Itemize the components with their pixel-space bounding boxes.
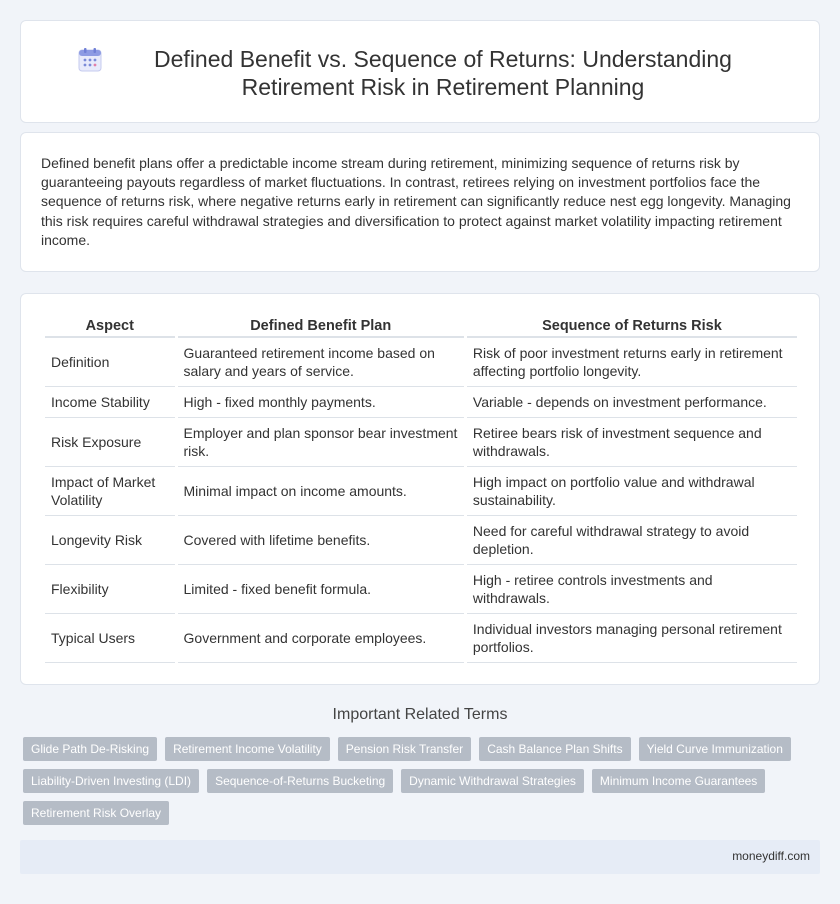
- row-sequence-risk: Retiree bears risk of investment sequence and withdrawals.: [467, 418, 797, 467]
- row-sequence-risk: Risk of poor investment returns early in retirement affecting portfolio longevity.: [467, 338, 797, 387]
- term-tag[interactable]: Liability-Driven Investing (LDI): [23, 769, 199, 793]
- row-aspect: Income Stability: [45, 387, 175, 418]
- row-sequence-risk: High impact on portfolio value and withdrawal sustainability.: [467, 467, 797, 516]
- header-sequence-risk: Sequence of Returns Risk: [467, 316, 797, 338]
- header-card: [20, 20, 820, 123]
- row-aspect: Risk Exposure: [45, 418, 175, 467]
- related-terms-title: Important Related Terms: [332, 706, 508, 723]
- row-sequence-risk: High - retiree controls investments and withdrawals.: [467, 565, 797, 614]
- row-aspect: Definition: [45, 338, 175, 387]
- table-row: [45, 387, 797, 418]
- row-defined-benefit: High - fixed monthly payments.: [178, 387, 464, 418]
- table-header-row: [45, 316, 797, 338]
- row-defined-benefit: Government and corporate employees.: [178, 614, 464, 663]
- table-row: [45, 418, 797, 467]
- term-tag[interactable]: Pension Risk Transfer: [338, 737, 471, 761]
- intro-paragraph: Defined benefit plans offer a predictable income stream during retirement, minimizing sequence of returns risk by guaranteeing payouts regardless of market fluctuations. In contrast, retirees relying on investment portfolios face the sequence of returns risk, where negative returns early in retirement can significantly reduce nest egg longevity. Managing this risk requires careful withdrawal strategies and diversification to protect against market volatility impacting retirement income.: [41, 155, 791, 248]
- row-defined-benefit: Employer and plan sponsor bear investment risk.: [178, 418, 464, 467]
- table-row: [45, 614, 797, 663]
- row-defined-benefit: Guaranteed retirement income based on salary and years of service.: [178, 338, 464, 387]
- row-aspect: Flexibility: [45, 565, 175, 614]
- term-tag[interactable]: Sequence-of-Returns Bucketing: [207, 769, 393, 793]
- row-defined-benefit: Minimal impact on income amounts.: [178, 467, 464, 516]
- footer-site-link[interactable]: moneydiff.com: [732, 849, 810, 863]
- header-aspect: Aspect: [45, 316, 175, 338]
- row-defined-benefit: Covered with lifetime benefits.: [178, 516, 464, 565]
- row-aspect: Typical Users: [45, 614, 175, 663]
- table-row: [45, 516, 797, 565]
- term-tag[interactable]: Glide Path De-Risking: [23, 737, 157, 761]
- related-terms-list: [23, 737, 813, 825]
- page-title: Defined Benefit vs. Sequence of Returns: Understanding Retirement Risk in Retirement Planning: [154, 46, 732, 100]
- term-tag[interactable]: Minimum Income Guarantees: [592, 769, 765, 793]
- row-aspect: Impact of Market Volatility: [45, 467, 175, 516]
- term-tag[interactable]: Yield Curve Immunization: [639, 737, 791, 761]
- term-tag[interactable]: Retirement Risk Overlay: [23, 801, 169, 825]
- table-row: [45, 338, 797, 387]
- term-tag[interactable]: Dynamic Withdrawal Strategies: [401, 769, 584, 793]
- table-row: [45, 467, 797, 516]
- intro-card: [20, 132, 820, 272]
- header-defined-benefit: Defined Benefit Plan: [178, 316, 464, 338]
- comparison-table-card: [20, 293, 820, 685]
- row-defined-benefit: Limited - fixed benefit formula.: [178, 565, 464, 614]
- table-row: [45, 565, 797, 614]
- row-sequence-risk: Variable - depends on investment performance.: [467, 387, 797, 418]
- row-sequence-risk: Individual investors managing personal retirement portfolios.: [467, 614, 797, 663]
- comparison-table: [42, 316, 800, 663]
- calendar-icon: [77, 47, 103, 73]
- term-tag[interactable]: Cash Balance Plan Shifts: [479, 737, 630, 761]
- footer: [20, 840, 820, 874]
- term-tag[interactable]: Retirement Income Volatility: [165, 737, 330, 761]
- row-aspect: Longevity Risk: [45, 516, 175, 565]
- row-sequence-risk: Need for careful withdrawal strategy to avoid depletion.: [467, 516, 797, 565]
